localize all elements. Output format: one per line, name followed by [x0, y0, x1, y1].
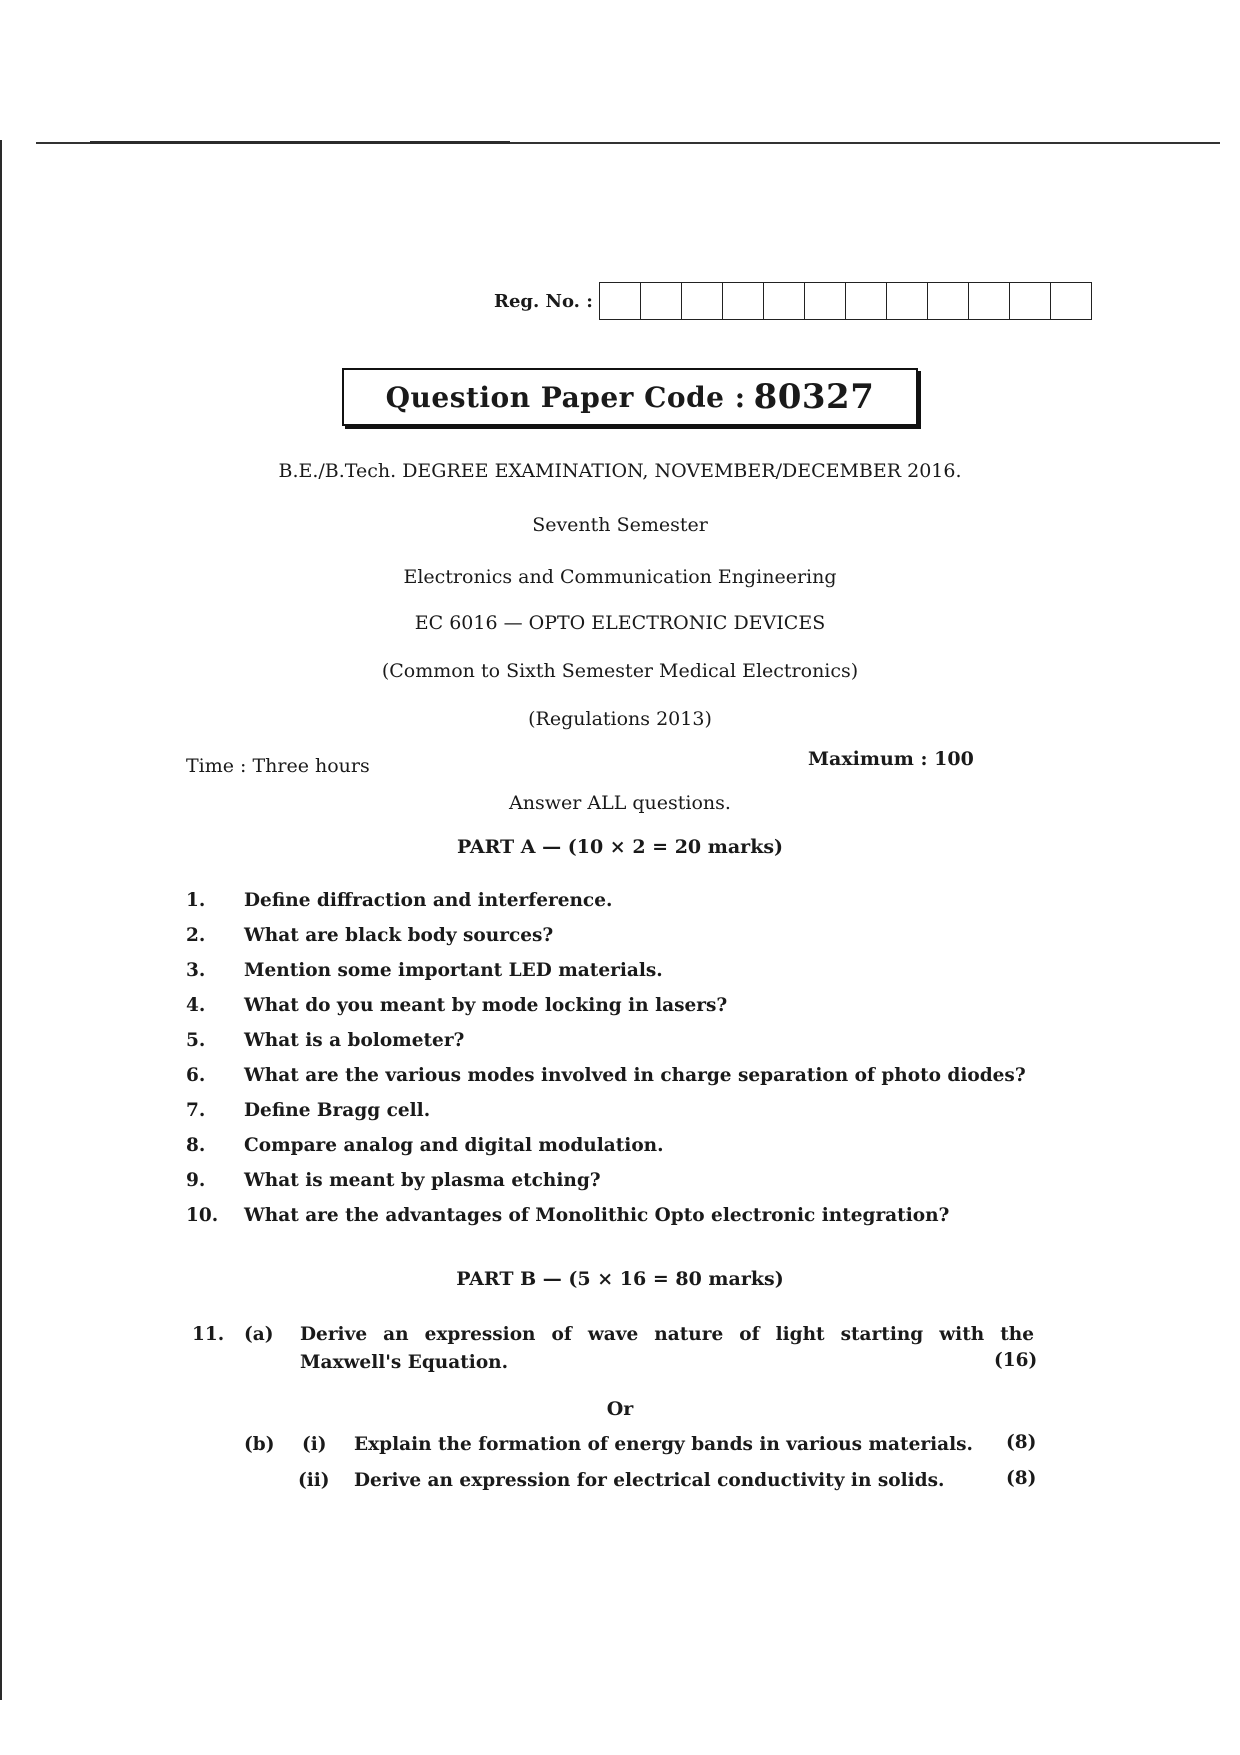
question-text: Define Bragg cell.	[244, 1100, 431, 1121]
reg-no-digit-box	[723, 283, 764, 319]
q11-b-ii-label: (ii)	[298, 1470, 330, 1491]
paper-code-number: 80327	[753, 377, 875, 417]
q11-a-text-line1: Derive an expression of wave nature of light starting with the	[300, 1324, 1034, 1345]
q11-b-i-label: (i)	[302, 1434, 327, 1455]
scan-edge	[0, 140, 2, 1700]
reg-no-digit-box	[641, 283, 682, 319]
question-text: What are the advantages of Monolithic Opto electronic integration?	[244, 1205, 950, 1226]
regulations: (Regulations 2013)	[528, 708, 712, 730]
question-text: What are black body sources?	[244, 925, 554, 946]
part-a-title: PART A — (10 × 2 = 20 marks)	[456, 836, 784, 858]
part-b-title: PART B — (5 × 16 = 80 marks)	[456, 1268, 784, 1290]
semester: Seventh Semester	[532, 514, 708, 536]
question-text: Compare analog and digital modulation.	[244, 1135, 664, 1156]
exam-title: B.E./B.Tech. DEGREE EXAMINATION, NOVEMBER/DECEMBER 2016.	[278, 460, 962, 482]
q11-a-label: (a)	[244, 1324, 274, 1345]
question-number: 2.	[186, 925, 206, 946]
question-text: What is meant by plasma etching?	[244, 1170, 601, 1191]
question-number: 4.	[186, 995, 206, 1016]
top-rule-thick	[90, 141, 510, 144]
reg-no-digit-box	[1010, 283, 1051, 319]
reg-no-boxes	[599, 282, 1092, 320]
question-text: What is a bolometer?	[244, 1030, 465, 1051]
or-separator: Or	[606, 1398, 634, 1420]
question-text: What are the various modes involved in charge separation of photo diodes?	[244, 1065, 1026, 1086]
q11-b-i-text: Explain the formation of energy bands in various materials.	[354, 1434, 973, 1455]
q11-b-i-marks: (8)	[1006, 1432, 1037, 1453]
question-paper-code-box	[342, 368, 918, 426]
question-number: 1.	[186, 890, 206, 911]
q11-b-ii-text: Derive an expression for electrical conductivity in solids.	[354, 1470, 945, 1491]
question-number: 6.	[186, 1065, 206, 1086]
q11-b-label: (b)	[244, 1434, 275, 1455]
reg-no-label: Reg. No. :	[494, 290, 593, 312]
reg-no-digit-box	[928, 283, 969, 319]
q11-a-marks: (16)	[994, 1350, 1038, 1371]
reg-no-digit-box	[1051, 283, 1091, 319]
q11-b-ii-marks: (8)	[1006, 1468, 1037, 1489]
reg-no-digit-box	[764, 283, 805, 319]
instruction: Answer ALL questions.	[509, 792, 731, 814]
reg-no-digit-box	[887, 283, 928, 319]
paper-code-label: Question Paper Code :	[385, 380, 746, 414]
question-number: 3.	[186, 960, 206, 981]
question-text: Define diffraction and interference.	[244, 890, 613, 911]
question-number: 9.	[186, 1170, 206, 1191]
question-text: Mention some important LED materials.	[244, 960, 663, 981]
question-number: 7.	[186, 1100, 206, 1121]
question-number: 10.	[186, 1205, 219, 1226]
reg-no-digit-box	[600, 283, 641, 319]
max-marks-label: Maximum : 100	[808, 748, 974, 770]
reg-no-row	[494, 282, 1092, 320]
common-to: (Common to Sixth Semester Medical Electronics)	[381, 660, 859, 682]
subject: EC 6016 — OPTO ELECTRONIC DEVICES	[414, 612, 826, 634]
question-number: 8.	[186, 1135, 206, 1156]
q11-number: 11.	[192, 1324, 225, 1345]
time-label: Time : Three hours	[186, 755, 370, 777]
reg-no-digit-box	[805, 283, 846, 319]
reg-no-digit-box	[682, 283, 723, 319]
department: Electronics and Communication Engineering	[403, 566, 837, 588]
q11-a-text-line2: Maxwell's Equation.	[300, 1352, 509, 1373]
question-number: 5.	[186, 1030, 206, 1051]
reg-no-digit-box	[969, 283, 1010, 319]
reg-no-digit-box	[846, 283, 887, 319]
question-text: What do you meant by mode locking in lasers?	[244, 995, 728, 1016]
